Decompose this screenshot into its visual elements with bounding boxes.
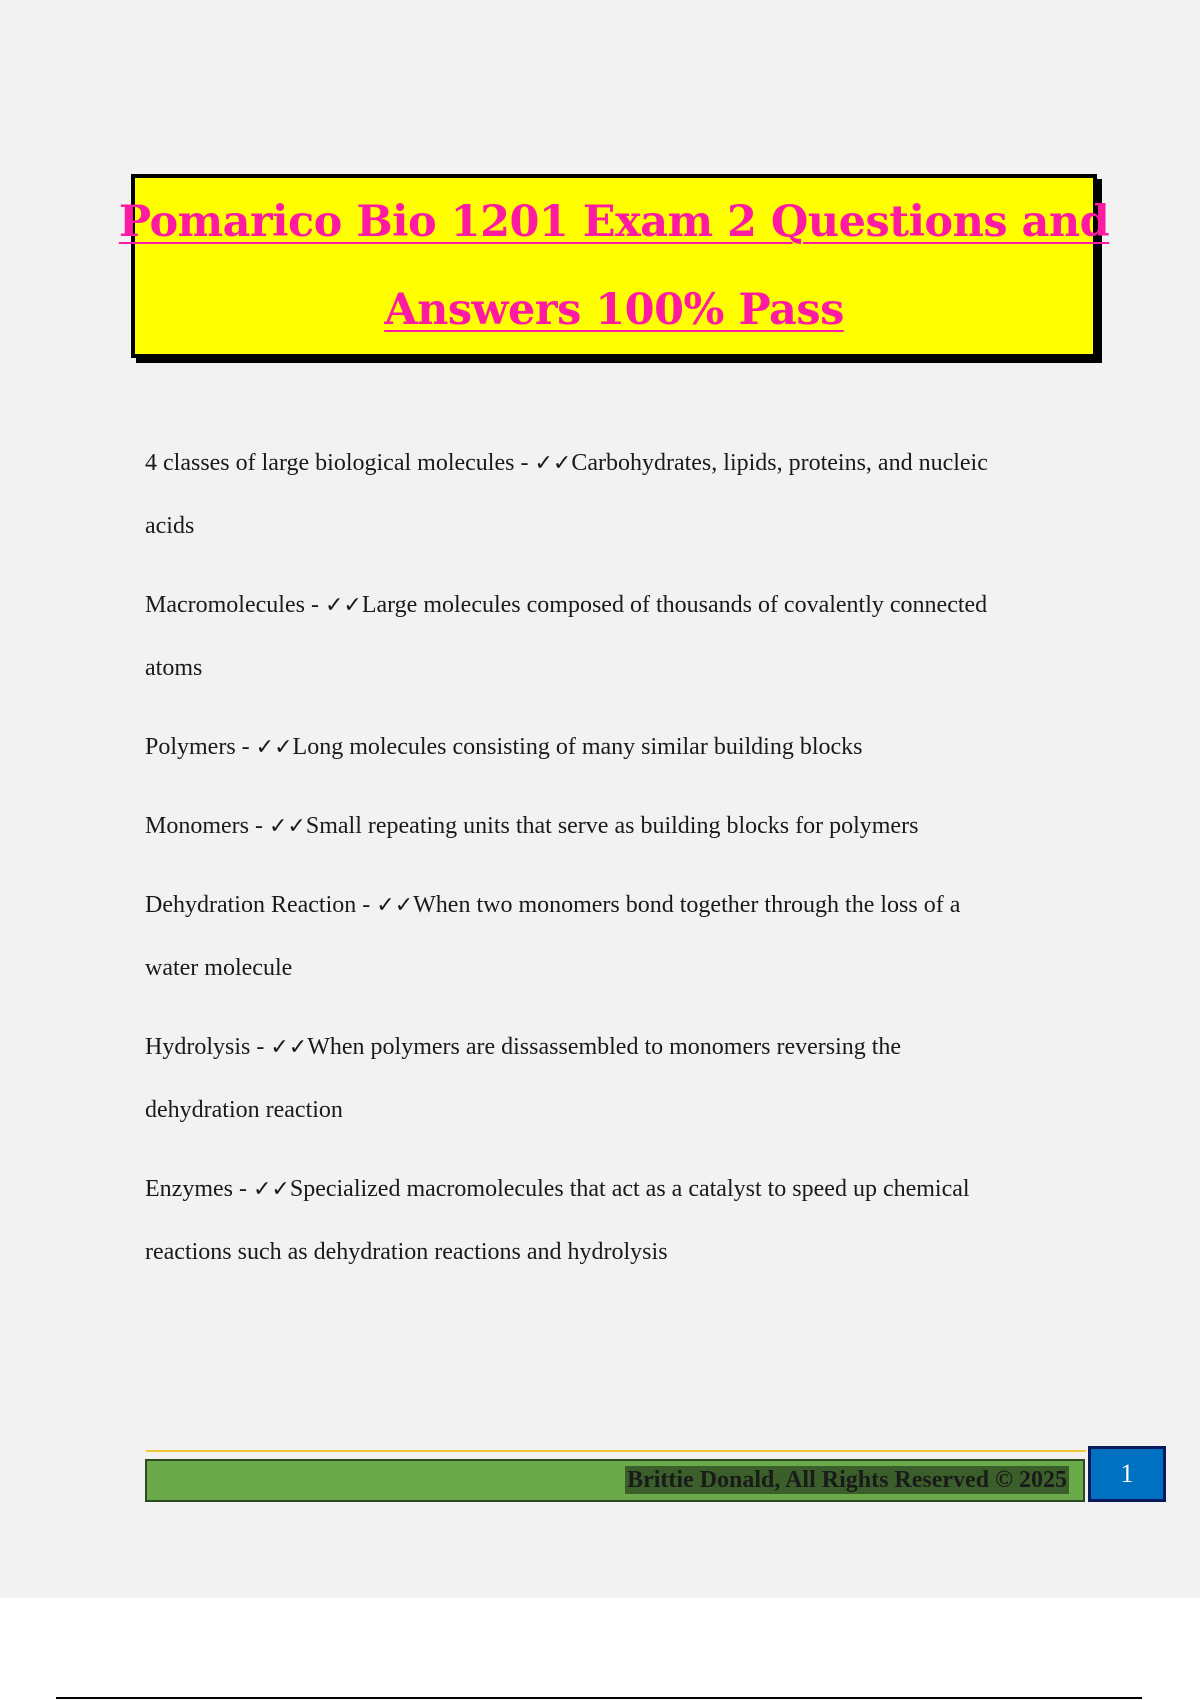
title-line-1: Pomarico Bio 1201 Exam 2 Questions and (118, 197, 1110, 247)
double-check-icon: ✓✓ (270, 1035, 308, 1060)
qa-term: Hydrolysis - (145, 1034, 271, 1060)
qa-answer: When two monomers bond together through the loss of a (413, 892, 961, 918)
title-box (118, 174, 1110, 358)
qa-answer: Small repeating units that serve as building blocks for polymers (305, 813, 919, 839)
qa-list (145, 432, 1095, 1300)
qa-answer: When polymers are dissassembled to monomers reversing the (307, 1034, 902, 1060)
copyright-text: Brittie Donald, All Rights Reserved © 2025 (627, 1467, 1067, 1493)
qa-answer-continued: dehydration reaction (145, 1097, 343, 1123)
qa-item (145, 716, 1095, 779)
qa-item (145, 1016, 1095, 1142)
qa-answer-continued: water molecule (145, 955, 293, 981)
qa-term: Dehydration Reaction - (145, 892, 377, 918)
double-check-icon: ✓✓ (534, 451, 572, 476)
qa-term: Macromolecules - (145, 592, 325, 618)
qa-answer: Long molecules consisting of many similar building blocks (292, 734, 863, 760)
page-bottom-divider (56, 1697, 1142, 1699)
double-check-icon: ✓✓ (324, 593, 362, 618)
qa-item (145, 795, 1095, 858)
double-check-icon: ✓✓ (268, 814, 306, 839)
qa-answer-continued: atoms (145, 655, 203, 681)
page-number-box (1088, 1446, 1166, 1502)
footer-bar (145, 1459, 1085, 1502)
qa-term: Enzymes - (145, 1176, 253, 1202)
qa-item (145, 874, 1095, 1000)
title-line-2: Answers 100% Pass (384, 285, 844, 335)
qa-item (145, 1158, 1095, 1284)
qa-term: 4 classes of large biological molecules - (145, 450, 535, 476)
double-check-icon: ✓✓ (252, 1177, 290, 1202)
footer-divider (146, 1450, 1086, 1452)
double-check-icon: ✓✓ (255, 735, 293, 760)
qa-answer-continued: acids (145, 513, 195, 539)
qa-answer: Specialized macromolecules that act as a catalyst to speed up chemical (289, 1176, 970, 1202)
qa-answer: Large molecules composed of thousands of covalently connected (361, 592, 988, 618)
qa-term: Polymers - (145, 734, 256, 760)
page-number: 1 (1120, 1459, 1134, 1488)
qa-answer: Carbohydrates, lipids, proteins, and nucleic (571, 450, 988, 476)
qa-term: Monomers - (145, 813, 269, 839)
double-check-icon: ✓✓ (376, 893, 414, 918)
qa-answer-continued: reactions such as dehydration reactions and hydrolysis (145, 1239, 668, 1265)
qa-item (145, 432, 1095, 558)
qa-item (145, 574, 1095, 700)
